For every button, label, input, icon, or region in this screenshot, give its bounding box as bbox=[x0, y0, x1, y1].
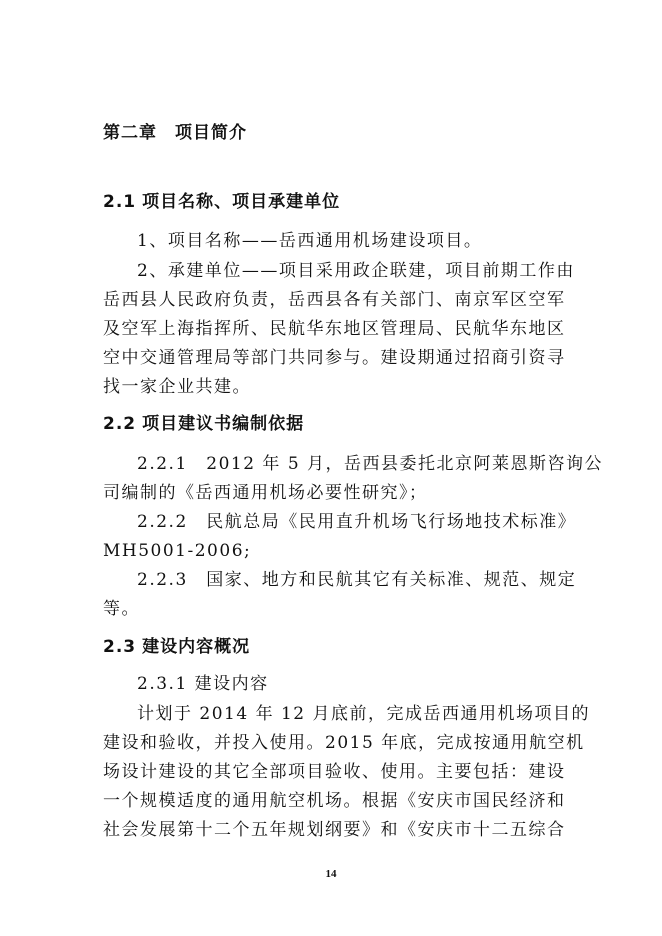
section-title: 建设内容概况 bbox=[142, 637, 251, 657]
paragraph-line: MH5001-2006; bbox=[103, 541, 252, 561]
paragraph-line: 社会发展第十二个五年规划纲要》和《安庆市十二五综合 bbox=[103, 820, 566, 840]
chapter-title: 项目简介 bbox=[175, 123, 247, 143]
paragraph-line: 2.2.1 2012 年 5 月，岳西县委托北京阿莱恩斯咨询公 bbox=[137, 454, 604, 474]
section-number: 2.3 bbox=[103, 637, 137, 657]
paragraph-line: 2.2.3 国家、地方和民航其它有关标准、规范、规定 bbox=[137, 570, 577, 590]
subsection-heading: 2.3.1 建设内容 bbox=[137, 674, 269, 694]
paragraph-line: 一个规模适度的通用航空机场。根据《安庆市国民经济和 bbox=[103, 791, 566, 811]
paragraph-line: 及空军上海指挥所、民航华东地区管理局、民航华东地区 bbox=[103, 319, 566, 339]
paragraph-line: 2、承建单位——项目采用政企联建，项目前期工作由 bbox=[137, 261, 575, 281]
section-heading-2-2 bbox=[103, 409, 304, 434]
paragraph-line: 2.2.2 民航总局《民用直升机场飞行场地技术标准》 bbox=[137, 512, 577, 532]
section-heading-2-3 bbox=[103, 632, 250, 657]
paragraph-line: 空中交通管理局等部门共同参与。建设期通过招商引资寻 bbox=[103, 348, 566, 368]
section-number: 2.1 bbox=[103, 192, 137, 212]
paragraph-line: 1、项目名称——岳西通用机场建设项目。 bbox=[137, 231, 483, 251]
paragraph-line: 场设计建设的其它全部项目验收、使用。主要包括：建设 bbox=[103, 762, 566, 782]
section-title: 项目名称、项目承建单位 bbox=[142, 192, 341, 212]
section-number: 2.2 bbox=[103, 414, 137, 434]
paragraph-line: 等。 bbox=[103, 599, 140, 619]
paragraph-line: 建设和验收，并投入使用。2015 年底，完成按通用航空机 bbox=[103, 733, 585, 753]
paragraph-line: 找一家企业共建。 bbox=[103, 377, 251, 397]
paragraph-line: 计划于 2014 年 12 月底前，完成岳西通用机场项目的 bbox=[137, 704, 591, 724]
chapter-number: 第二章 bbox=[103, 123, 157, 143]
paragraph-line: 司编制的《岳西通用机场必要性研究》； bbox=[103, 483, 428, 503]
page-number: 14 bbox=[325, 868, 337, 880]
chapter-heading bbox=[103, 118, 247, 143]
section-title: 项目建议书编制依据 bbox=[142, 414, 305, 434]
section-heading-2-1 bbox=[103, 187, 340, 212]
paragraph-line: 岳西县人民政府负责，岳西县各有关部门、南京军区空军 bbox=[103, 290, 566, 310]
